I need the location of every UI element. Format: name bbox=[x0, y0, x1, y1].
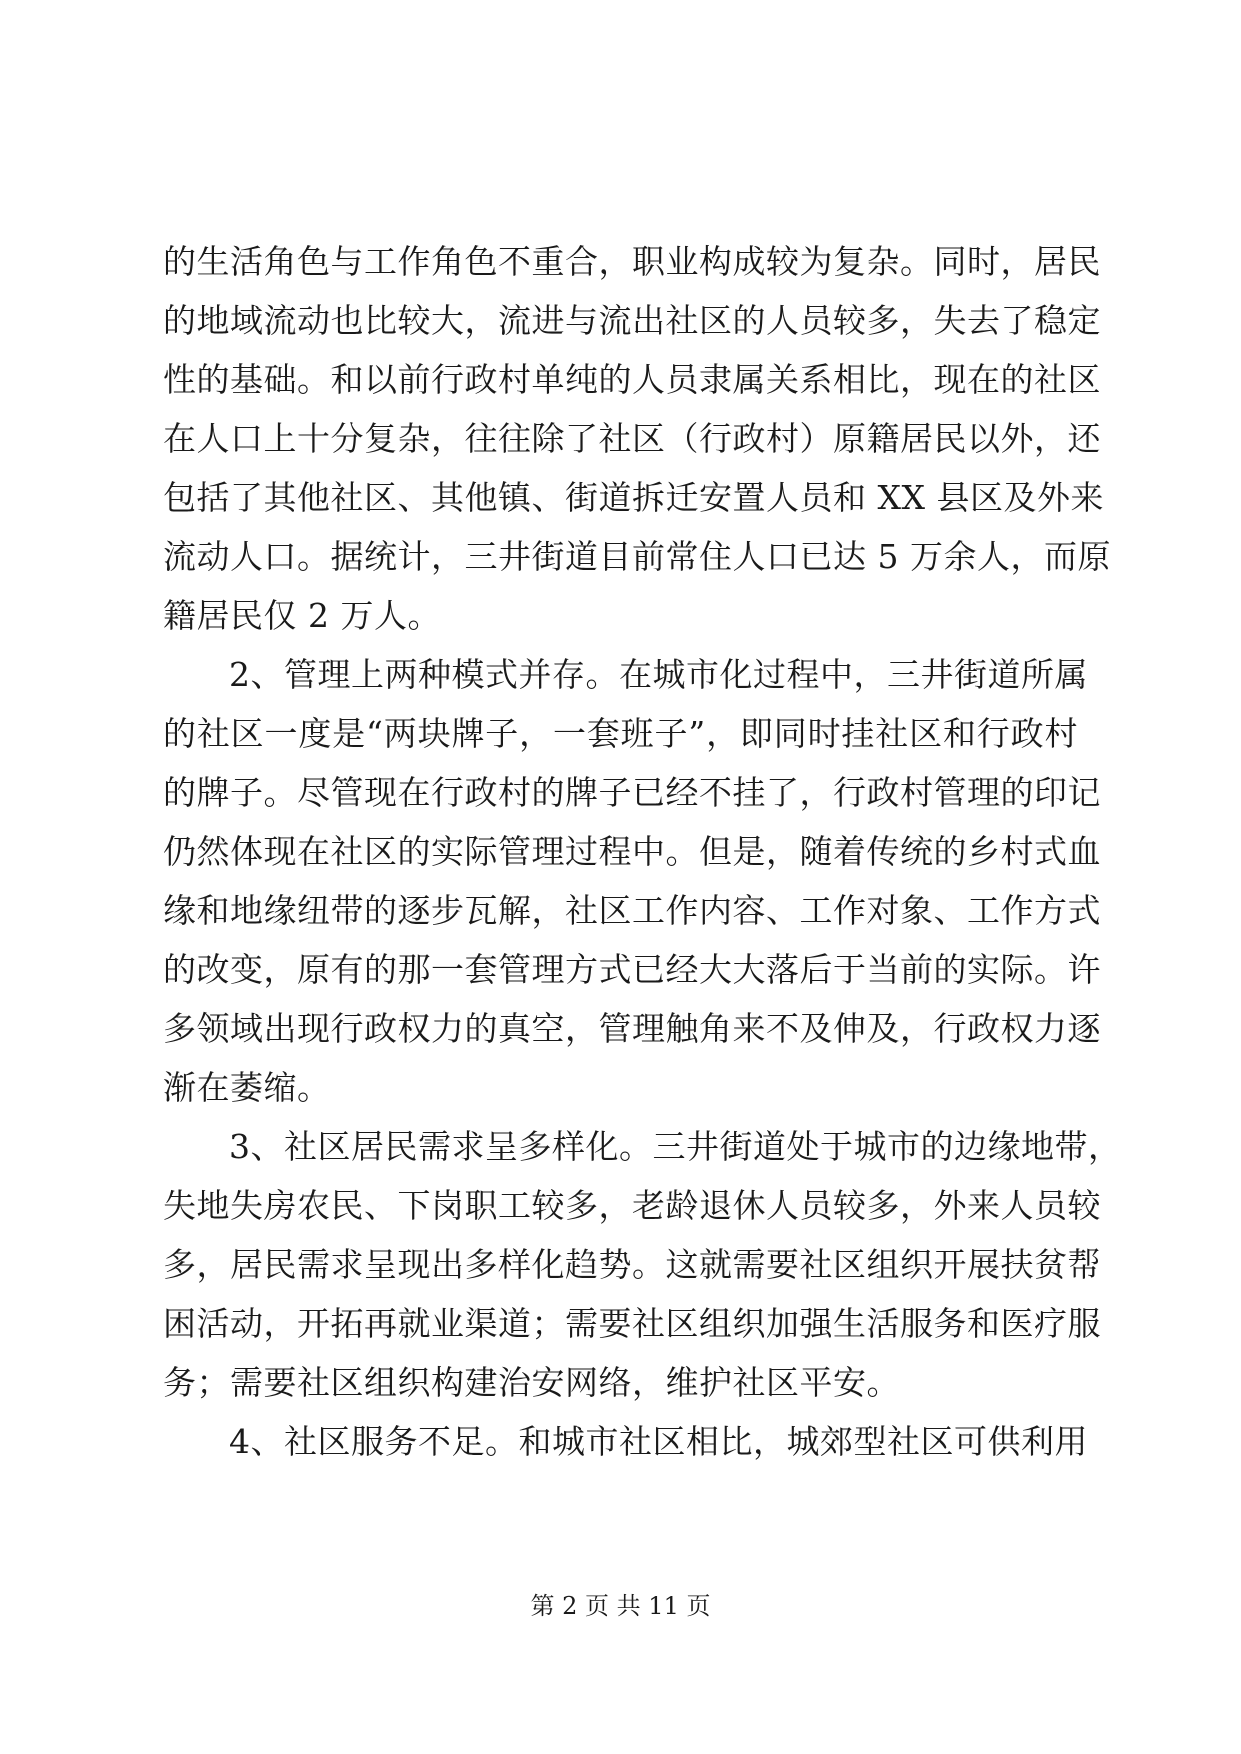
text-line: 仍然体现在社区的实际管理过程中。但是，随着传统的乡村式血 bbox=[163, 832, 1101, 871]
text-line: 的社区一度是“两块牌子，一套班子”，即同时挂社区和行政村 bbox=[163, 714, 1078, 753]
text-line: 多，居民需求呈现出多样化趋势。这就需要社区组织开展扶贫帮 bbox=[163, 1245, 1101, 1284]
text-line: 的改变，原有的那一套管理方式已经大大落后于当前的实际。许 bbox=[163, 950, 1101, 989]
text-line: 困活动，开拓再就业渠道；需要社区组织加强生活服务和医疗服 bbox=[163, 1304, 1101, 1343]
text-line: 籍居民仅 2 万人。 bbox=[163, 596, 441, 635]
paragraph-start-line: 2、管理上两种模式并存。在城市化过程中，三井街道所属 bbox=[229, 655, 1088, 694]
text-line: 流动人口。据统计，三井街道目前常住人口已达 5 万余人，而原 bbox=[163, 537, 1111, 576]
paragraph-start-line: 3、社区居民需求呈多样化。三井街道处于城市的边缘地带， bbox=[229, 1127, 1122, 1166]
text-line: 失地失房农民、下岗职工较多，老龄退休人员较多，外来人员较 bbox=[163, 1186, 1101, 1225]
paragraph-start-line: 4、社区服务不足。和城市社区相比，城郊型社区可供利用 bbox=[229, 1422, 1088, 1461]
text-line: 的生活角色与工作角色不重合，职业构成较为复杂。同时，居民 bbox=[163, 242, 1101, 281]
text-line: 渐在萎缩。 bbox=[163, 1068, 331, 1107]
text-line: 的地域流动也比较大，流进与流出社区的人员较多，失去了稳定 bbox=[163, 301, 1101, 340]
text-line: 包括了其他社区、其他镇、街道拆迁安置人员和 XX 县区及外来 bbox=[163, 478, 1104, 517]
text-line: 在人口上十分复杂，往往除了社区（行政村）原籍居民以外，还 bbox=[163, 419, 1101, 458]
text-line: 务；需要社区组织构建治安网络，维护社区平安。 bbox=[163, 1363, 900, 1402]
text-line: 多领域出现行政权力的真空，管理触角来不及伸及，行政权力逐 bbox=[163, 1009, 1101, 1048]
text-line: 的牌子。尽管现在行政村的牌子已经不挂了，行政村管理的印记 bbox=[163, 773, 1101, 812]
text-line: 缘和地缘纽带的逐步瓦解，社区工作内容、工作对象、工作方式 bbox=[163, 891, 1101, 930]
page-number-footer: 第 2 页 共 11 页 bbox=[530, 1592, 711, 1620]
document-body bbox=[163, 232, 1122, 1471]
text-line: 性的基础。和以前行政村单纯的人员隶属关系相比，现在的社区 bbox=[163, 360, 1101, 399]
